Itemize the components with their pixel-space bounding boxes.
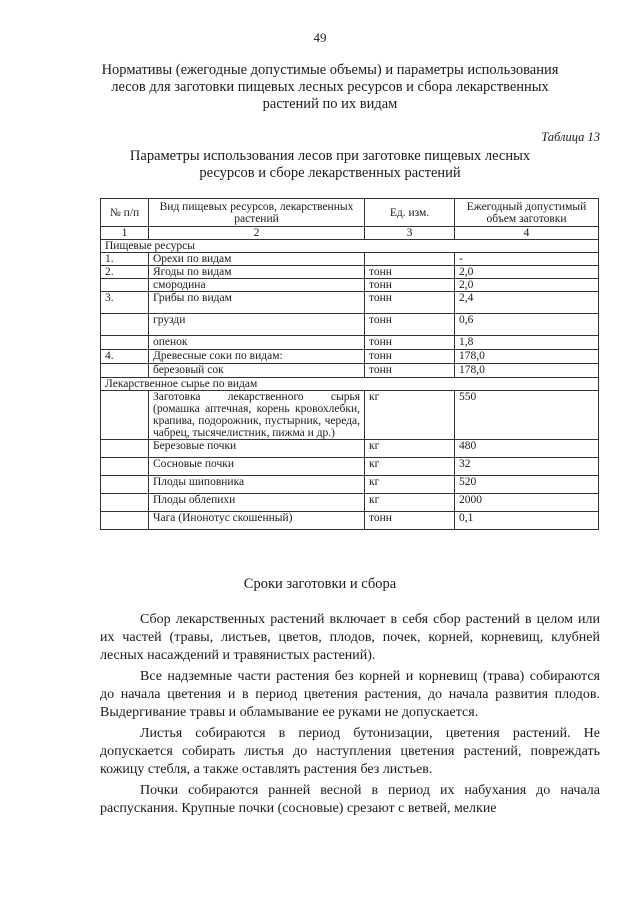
table-row <box>101 494 599 512</box>
row-unit: тонн <box>365 350 455 364</box>
table-label: Таблица 13 <box>541 130 600 144</box>
table-title: Параметры использования лесов при заготовке пищевых лесных ресурсов и сборе лекарственных растений <box>129 148 531 181</box>
column-number-row <box>101 227 599 240</box>
row-num <box>101 494 149 512</box>
row-unit <box>365 253 455 266</box>
row-value: 32 <box>455 458 599 476</box>
row-name: опенок <box>149 336 365 350</box>
row-name: Сосновые почки <box>149 458 365 476</box>
row-num <box>101 391 149 440</box>
section-row <box>101 240 599 253</box>
table-row <box>101 253 599 266</box>
row-value: 2000 <box>455 494 599 512</box>
header-volume: Ежегодный допустимый объем заготовки <box>455 199 599 227</box>
row-num <box>101 314 149 336</box>
row-num: 4. <box>101 350 149 364</box>
row-unit: тонн <box>365 266 455 279</box>
table-row <box>101 476 599 494</box>
table-row <box>101 266 599 279</box>
row-name: Плоды облепихи <box>149 494 365 512</box>
row-unit: кг <box>365 391 455 440</box>
header-unit: Ед. изм. <box>365 199 455 227</box>
row-num: 3. <box>101 292 149 314</box>
table-row <box>101 364 599 378</box>
paragraph: Листья собираются в период бутонизации, цветения растений. Не допускается собирать листья до наступления цветения растений, повреждать кожицу стебля, а также оставлять растения без листьев. <box>100 726 600 777</box>
page-title: Нормативы (ежегодные допустимые объемы) и параметры использования лесов для заготовки пищевых лесных ресурсов и сбора лекарственных растений по их видам <box>101 62 559 112</box>
row-value: - <box>455 253 599 266</box>
table-row <box>101 336 599 350</box>
table-row <box>101 440 599 458</box>
table-row <box>101 279 599 292</box>
row-name: смородина <box>149 279 365 292</box>
section-row <box>101 378 599 391</box>
row-value: 2,4 <box>455 292 599 314</box>
row-name: Орехи по видам <box>149 253 365 266</box>
row-num <box>101 458 149 476</box>
row-unit: кг <box>365 494 455 512</box>
row-num <box>101 364 149 378</box>
norms-table <box>100 198 599 530</box>
row-name: Чага (Инонотус скошенный) <box>149 512 365 530</box>
row-name: Древесные соки по видам: <box>149 350 365 364</box>
row-value: 550 <box>455 391 599 440</box>
row-unit: тонн <box>365 292 455 314</box>
row-name: Заготовка лекарственного сырья (ромашка аптечная, корень кровохлебки, крапива, подорожник, пустырник, череда, чабрец, тысячелистник, пижма и др.) <box>149 391 365 440</box>
row-value: 1,8 <box>455 336 599 350</box>
row-unit: кг <box>365 476 455 494</box>
row-num <box>101 476 149 494</box>
section-med-label: Лекарственное сырье по видам <box>101 378 599 391</box>
table-row <box>101 512 599 530</box>
row-num <box>101 512 149 530</box>
row-value: 2,0 <box>455 266 599 279</box>
header-num: № п/п <box>101 199 149 227</box>
row-name: грузди <box>149 314 365 336</box>
row-value: 0,1 <box>455 512 599 530</box>
header-name: Вид пищевых ресурсов, лекарственных растений <box>149 199 365 227</box>
table-row <box>101 314 599 336</box>
paragraph: Все надземные части растения без корней и корневищ (трава) собираются до начала цветения и в период цветения растения, до начала развития плодов. Выдергивание травы и обламывание ее руками не допускается. <box>100 669 600 720</box>
row-unit: тонн <box>365 364 455 378</box>
row-name: Березовые почки <box>149 440 365 458</box>
col-number: 1 <box>101 227 149 240</box>
row-num <box>101 440 149 458</box>
table-row <box>101 350 599 364</box>
paragraph: Почки собираются ранней весной в период их набухания до начала распускания. Крупные почки (сосновые) срезают с ветвей, мелкие <box>100 783 600 816</box>
row-value: 480 <box>455 440 599 458</box>
row-unit: кг <box>365 458 455 476</box>
col-number: 3 <box>365 227 455 240</box>
row-unit: тонн <box>365 314 455 336</box>
table-row <box>101 292 599 314</box>
col-number: 2 <box>149 227 365 240</box>
row-num: 1. <box>101 253 149 266</box>
row-unit: тонн <box>365 279 455 292</box>
paragraph: Сбор лекарственных растений включает в себя сбор растений в целом или их частей (травы, листьев, цветов, плодов, почек, корней, корневищ, клубней лесных насаждений и травянистых растений). <box>100 612 600 663</box>
row-name: Плоды шиповника <box>149 476 365 494</box>
row-unit: тонн <box>365 512 455 530</box>
page-number: 49 <box>313 30 327 45</box>
row-value: 0,6 <box>455 314 599 336</box>
section-heading: Сроки заготовки и сбора <box>243 576 397 592</box>
row-num <box>101 279 149 292</box>
body-text <box>100 611 600 821</box>
row-value: 2,0 <box>455 279 599 292</box>
row-value: 178,0 <box>455 364 599 378</box>
row-num: 2. <box>101 266 149 279</box>
row-value: 178,0 <box>455 350 599 364</box>
row-unit: тонн <box>365 336 455 350</box>
row-name: Ягоды по видам <box>149 266 365 279</box>
table-header-row <box>101 199 599 227</box>
table-row <box>101 458 599 476</box>
row-name: Грибы по видам <box>149 292 365 314</box>
section-food-label: Пищевые ресурсы <box>101 240 599 253</box>
table-row <box>101 391 599 440</box>
row-num <box>101 336 149 350</box>
row-unit: кг <box>365 440 455 458</box>
col-number: 4 <box>455 227 599 240</box>
row-name: березовый сок <box>149 364 365 378</box>
row-value: 520 <box>455 476 599 494</box>
